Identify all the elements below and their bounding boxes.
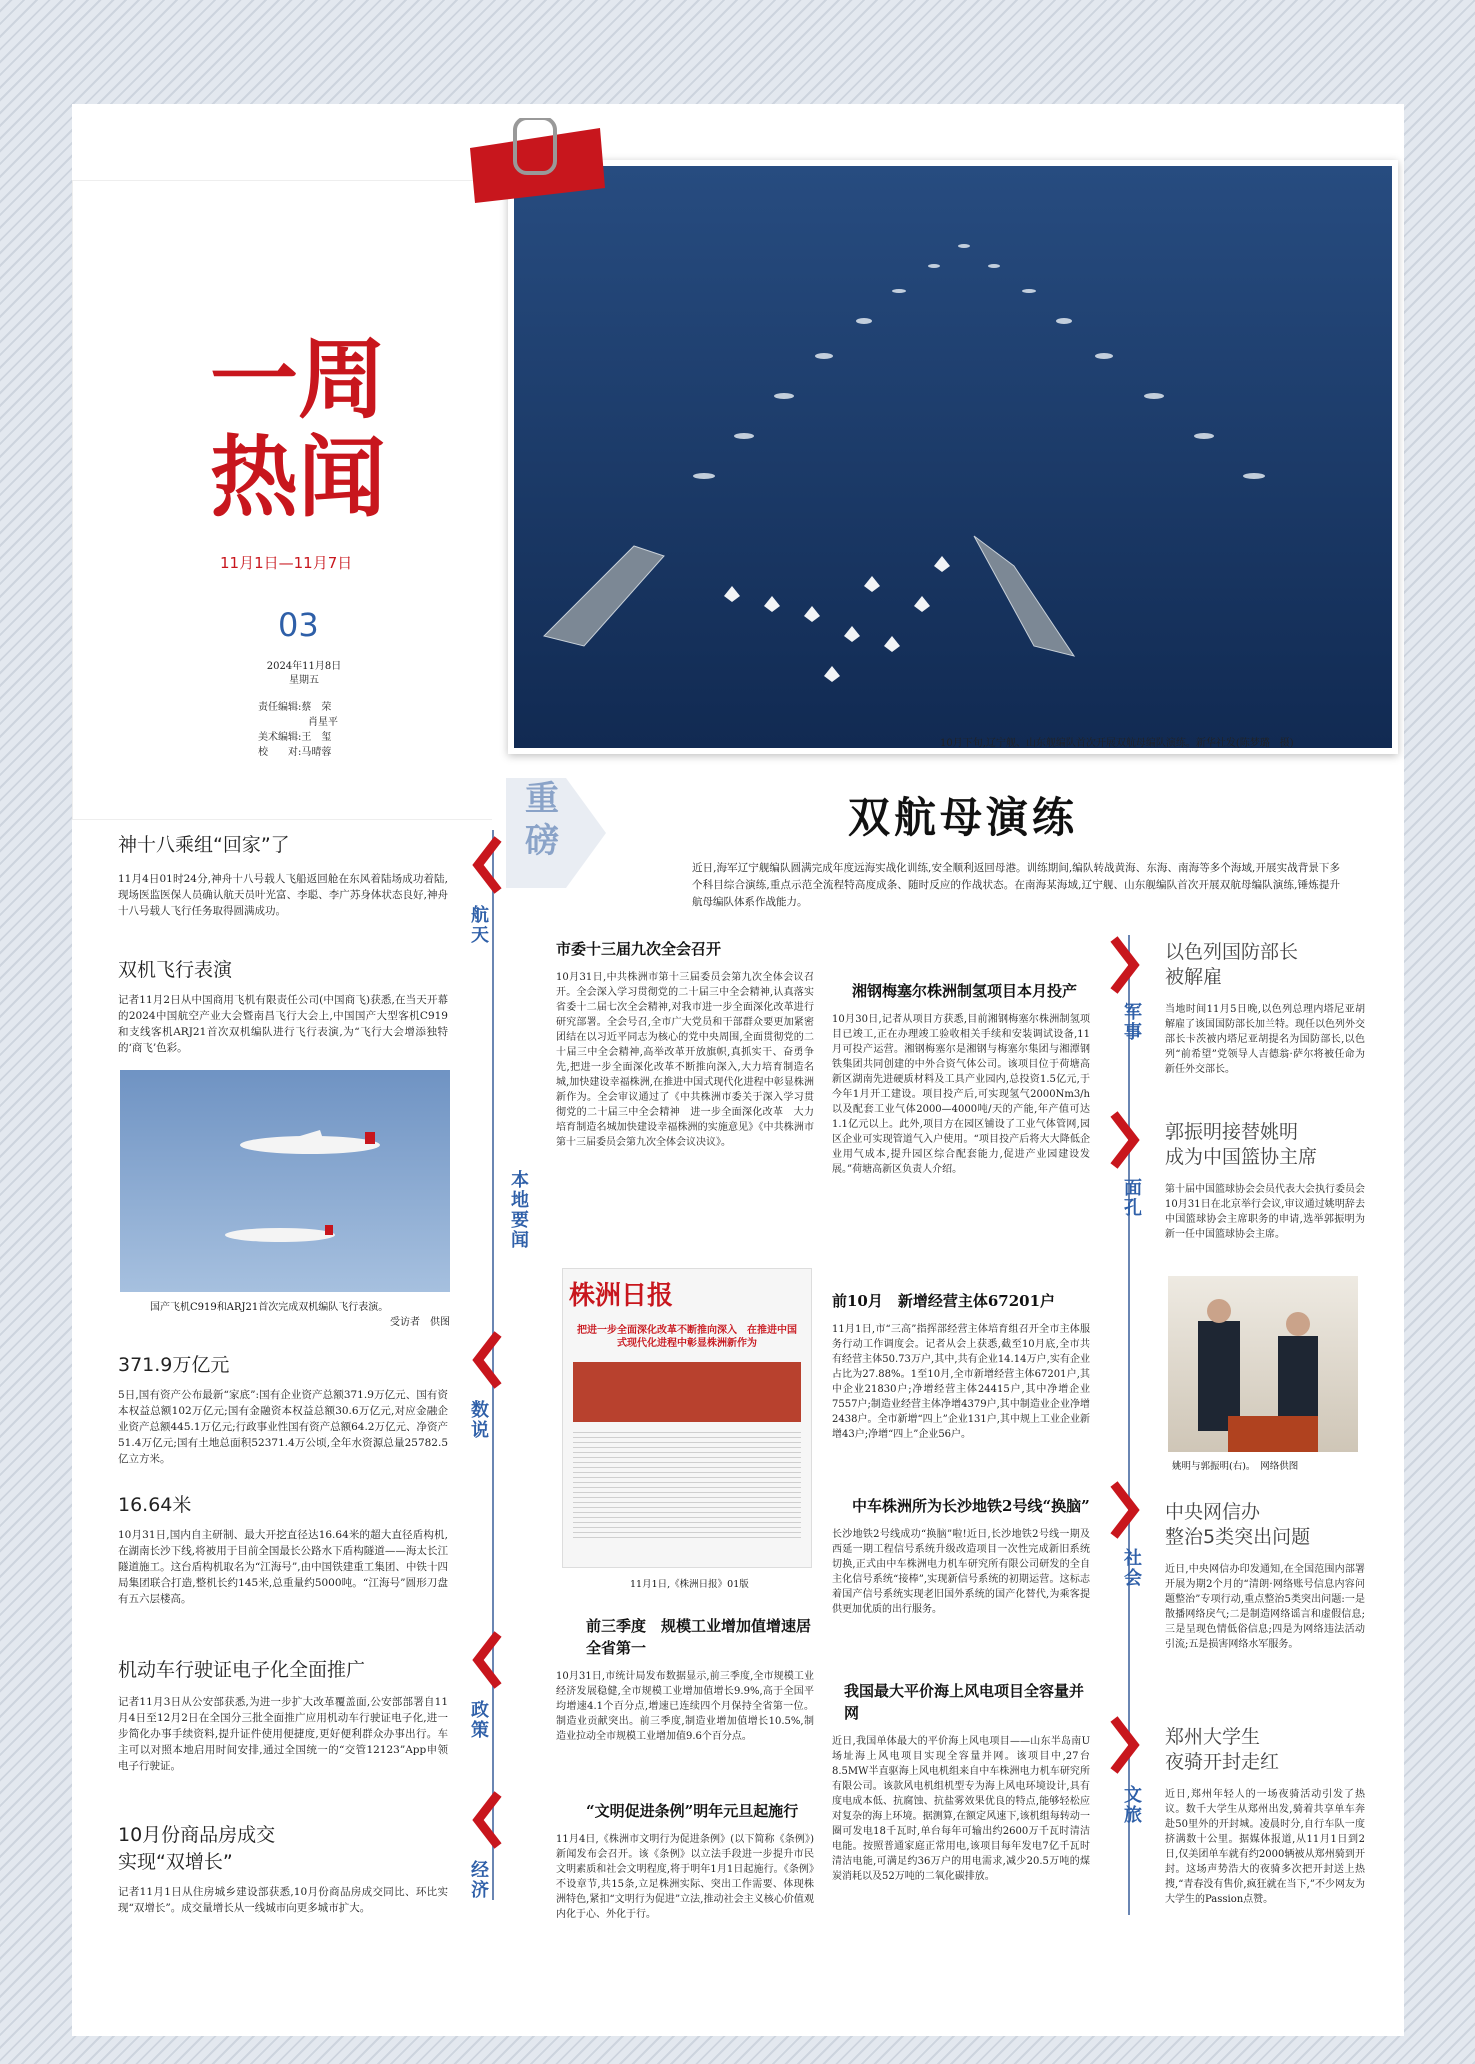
feature-tag-text: 重磅 bbox=[525, 779, 559, 861]
news-night-ride bbox=[1165, 1725, 1365, 1907]
paper-caption: 11月1日,《株洲日报》01版 bbox=[630, 1579, 749, 1590]
aircraft-caption-block bbox=[150, 1300, 450, 1330]
body-text: 5日,国有资产公布最新“家底”:国有企业资产总额371.9万亿元、国有资本权益总额102万亿元;国有金融资本权益总额30.6万亿元,对应金融企业资产总额445.1万亿元;行政事业性国有资产总额64.2万亿元、净资产51.4万亿元;国有土地总面积52371.4万公顷,全年水资源总量25782.5亿立方米。 bbox=[118, 1389, 448, 1465]
aircraft-photo bbox=[120, 1070, 450, 1292]
body-text: 10月30日,记者从项目方获悉,目前湘钢梅塞尔株洲制氢项目已竣工,正在办理竣工验收相关手续和安装调试设备,11月可投产运营。湘钢梅塞尔是湘钢与梅塞尔集团与湘潭钢铁集团共同创建的中外合资气体公司。该项目位于荷塘高新区湖南先进硬质材料及工具产业园内,总投资1.5亿元,于今年1月开工建设。项目投产后,可实现氢气2000Nm3/h以及配套工业气体2000—4000吨/天的产能,年产值可达1.1亿元以上。此外,项目方在园区铺设了工业气体管网,园区企业可实现管道气入户使用。“项目投产后将大大降低企业用气成本,提升园区综合配套能力,促进产业园建设发展。”荷塘高新区负责人介绍。 bbox=[832, 1014, 1090, 1175]
headline: 10月份商品房成交 bbox=[118, 1824, 276, 1846]
weekday: 星期五 bbox=[289, 675, 319, 686]
basketball-caption bbox=[1172, 1458, 1298, 1472]
headline: 以色列国防部长 bbox=[1165, 941, 1299, 963]
chevron-icon bbox=[472, 1630, 502, 1690]
newspaper-thumbnail bbox=[562, 1268, 812, 1568]
chevron-icon bbox=[472, 1790, 502, 1850]
editor-line: 校 对:马晴蓉 bbox=[258, 747, 332, 758]
body-text: 11月1日,市“三高”指挥部经营主体培育组召开全市主体服务行动工作调度会。记者从会上获悉,截至10月底,全市共有经营主体50.73万户,其中,共有企业14.14万户,实有企业占比为27.88%。1至10月,全市新增经营主体67201户,其中企业21830户;净增经营主体24415户,其中净增企业7557户;制造业经营主体净增4379户,其中制造业企业净增2438户。全市新增“四上”企业131户,其中规上工业企业新增43户;净增“四上”企业56户。 bbox=[832, 1324, 1090, 1440]
basketball-leaders-photo bbox=[1168, 1276, 1358, 1452]
headline: 实现“双增长” bbox=[118, 1851, 233, 1873]
category-military: 军事 bbox=[1121, 1002, 1142, 1042]
editor-line: 美术编辑:王 玺 bbox=[258, 732, 332, 743]
body-text: 记者11月2日从中国商用飞机有限责任公司(中国商飞)获悉,在当天开幕的2024中国航空产业大会暨南昌飞行大会上,中国国产大型客机C919和支线客机ARJ21首次双机编队进行飞行表演,为“飞行大会增添独特的‘商飞’色彩。 bbox=[118, 994, 448, 1054]
chevron-icon bbox=[1110, 1480, 1140, 1540]
paper-headline: 把进一步全面深化改革不断推向深入 在推进中国式现代化进程中彰显株洲新作为 bbox=[577, 1325, 797, 1349]
body-text: 近日,中央网信办印发通知,在全国范围内部署开展为期2个月的“清朗·网络账号信息内容问题整治”专项行动,重点整治5类突出问题:一是散播网络戾气;二是制造网络谣言和虚假信息;三是呈现色情低俗信息;四是为网络违法活动引流;五是损害网络水军服务。 bbox=[1165, 1564, 1365, 1650]
page-number: 03 bbox=[278, 606, 319, 644]
body-text: 近日,我国单体最大的平价海上风电项目——山东半岛南U场址海上风电项目实现全容量并网。该项目中,27台8.5MW半直驱海上风电机组来自中车株洲电力机车研究所有限公司。该款风电机组机型专为海上风电环境设计,具有度电成本低、抗腐蚀、抗盐雾效果优良的特点,能够轻松应对复杂的海上环境。据测算,在额定风速下,该机组每转动一圈可发电18千瓦时,单台每年可输出约2600万千瓦时清洁电能。按照普通家庭正常用电,该项目每年发电7亿千瓦时清洁电能,可满足约36万户的用电需求,减少20.5万吨的煤炭消耗以及52万吨的二氧化碳排放。 bbox=[832, 1736, 1090, 1882]
paper-clip-icon bbox=[460, 118, 610, 208]
category-people: 面孔 bbox=[1121, 1178, 1142, 1218]
body-text: 11月4日01时24分,神舟十八号载人飞船返回舱在东风着陆场成功着陆,现场医监医保人员确认航天员叶光富、李聪、李广苏身体状态良好,神舟十八号载人飞行任务取得圆满成功。 bbox=[118, 873, 448, 917]
issue-date: 2024年11月8日 bbox=[266, 661, 342, 672]
paper-name: 株洲日报 bbox=[569, 1281, 674, 1311]
headline: 中车株洲所为长沙地铁2号线“换脑” bbox=[852, 1497, 1090, 1515]
news-metro bbox=[832, 1495, 1090, 1617]
body-text: 当地时间11月5日晚,以色列总理内塔尼亚胡解雇了该国国防部长加兰特。现任以色列外交部长卡茨被内塔尼亚胡提名为国防部长,以色列“前希望”党领导人吉德翁·萨尔将被任命为新任外交部长。 bbox=[1165, 1004, 1365, 1075]
news-e-license bbox=[118, 1655, 448, 1774]
headline: 机动车行驶证电子化全面推广 bbox=[118, 1659, 366, 1681]
category-society: 社会 bbox=[1121, 1548, 1142, 1588]
headline: 成为中国篮协主席 bbox=[1165, 1146, 1318, 1168]
body-text: 10月31日,市统计局发布数据显示,前三季度,全市规模工业经济发展稳健,全市规模工业增加值增长9.9%,高于全国平均增速4.1个百分点,增速已连续四个月保持全省第一位。制造业贡献突出。前三季度,制造业增加值增长10.5%,制造业拉动全市规模工业增加值9.6个百分点。 bbox=[556, 1671, 814, 1742]
category-data: 数说 bbox=[468, 1400, 489, 1440]
headline: 市委十三届九次全会召开 bbox=[556, 940, 722, 958]
news-shenzhou bbox=[118, 830, 448, 919]
headline: 郭振明接替姚明 bbox=[1165, 1121, 1299, 1143]
body-text: 11月4日,《株洲市文明行为促进条例》(以下简称《条例》)新闻发布会召开。该《条例》以立法手段进一步提升市民文明素质和社会文明程度,将于明年1月1日起施行。《条例》不设章节,共15条,立足株洲实际、突出工作需要、体现株洲特色,紧扣“文明行为促进”立法,推动社会主义核心价值观内化于心、外化于行。 bbox=[556, 1834, 814, 1920]
feature-title: 双航母演练 bbox=[848, 793, 1079, 842]
editor-line: 责任编辑:蔡 荣 bbox=[258, 702, 332, 713]
headline: 被解雇 bbox=[1165, 966, 1223, 988]
paper-photo bbox=[573, 1362, 801, 1422]
news-tbm bbox=[118, 1490, 448, 1607]
chevron-icon bbox=[1110, 1110, 1140, 1170]
category-local: 本地要闻 bbox=[508, 1170, 529, 1250]
hero-caption: 10月下旬,辽宁舰、山东舰编队首次开展双航母编队演练。新华社发(陈梦璐 摄) bbox=[940, 738, 1294, 749]
body-text: 10月31日,中共株洲市第十三届委员会第九次全体会议召开。全会深入学习贯彻党的二十届三中全会精神,认真落实省委十二届七次全会精神,对我市进一步全面深化改革进行研究部署。全会号召,全市广大党员和干部群众要更加紧密团结在以习近平同志为核心的党中央周围,全面贯彻党的二十届三中全会精神,高举改革开放旗帜,真抓实干、奋勇争先,把进一步全面深化改革不断推向深入,大力培育制造名城,加快建设幸福株洲,在推进中国式现代化进程中彰显株洲新作为。全会审议通过了《中共株洲市委关于深入学习贯彻党的二十届三中全会精神 进一步全面深化改革 大力培育制造名城加快建设幸福株洲的实施意见》《中共株洲市第十三届委员会第九次全体会议决议》。 bbox=[556, 972, 814, 1148]
headline: 夜骑开封走红 bbox=[1165, 1751, 1280, 1773]
body-text: 10月31日,国内自主研制、最大开挖直径达16.64米的超大直径盾构机,在湖南长沙下线,将被用于目前全国最长公路水下盾构隧道——海太长江隧道施工。这台盾构机取名为“江海号”,由中国铁建重工集团、中铁十四局集团联合打造,整机长约145米,总重量约5000吨。“江海号”圆形刀盘有五六层楼高。 bbox=[118, 1529, 448, 1605]
news-basketball bbox=[1165, 1120, 1365, 1242]
news-hydrogen bbox=[832, 980, 1090, 1177]
photo-caption: 姚明与郭振明(右)。 bbox=[1172, 1461, 1251, 1472]
date-range: 11月1日—11月7日 bbox=[220, 554, 353, 572]
headline: 整治5类突出问题 bbox=[1165, 1526, 1311, 1548]
chevron-icon bbox=[472, 835, 502, 895]
photo-caption: 国产飞机C919和ARJ21首次完成双机编队飞行表演。 bbox=[150, 1302, 389, 1313]
headline: 双机飞行表演 bbox=[118, 959, 233, 981]
headline: 前10月 新增经营主体67201户 bbox=[832, 1292, 1056, 1310]
news-state-assets bbox=[118, 1350, 448, 1467]
news-israel bbox=[1165, 940, 1365, 1077]
chevron-icon bbox=[1110, 1715, 1140, 1775]
body-text: 第十届中国篮球协会会员代表大会执行委员会10月31日在北京举行会议,审议通过姚明辞去中国篮球协会主席职务的申请,选举郭振明为新一任中国篮球协会主席。 bbox=[1165, 1184, 1365, 1240]
paper-text-lines bbox=[573, 1428, 801, 1538]
headline: 371.9万亿元 bbox=[118, 1354, 230, 1376]
hero-photo-carriers bbox=[508, 160, 1398, 754]
feature-lead: 近日,海军辽宁舰编队圆满完成年度远海实战化训练,安全顺利返回母港。训练期间,编队转战黄海、东海、南海等多个海域,开展实战背景下多个科目综合演练,重点示范全流程特高度成条、随时反应的作战状态。在南海某海域,辽宁舰、山东舰编队首次开展双航母编队演练,锤炼提升航母编队体系作战能力。 bbox=[692, 862, 1340, 908]
headline: 湘钢梅塞尔株洲制氢项目本月投产 bbox=[852, 982, 1078, 1000]
headline: 我国最大平价海上风电项目全容量并网 bbox=[844, 1682, 1085, 1722]
headline: 神十八乘组“回家”了 bbox=[118, 834, 290, 856]
headline: 郑州大学生 bbox=[1165, 1726, 1261, 1748]
category-culture: 文旅 bbox=[1121, 1785, 1142, 1825]
news-flight-show bbox=[118, 955, 448, 1056]
headline: 中央网信办 bbox=[1165, 1501, 1261, 1523]
body-text: 记者11月1日从住房城乡建设部获悉,10月份商品房成交同比、环比实现“双增长”。成交量增长从一线城市向更多城市扩大。 bbox=[118, 1886, 448, 1914]
chevron-icon bbox=[472, 1330, 502, 1390]
issue-date-block bbox=[258, 660, 350, 688]
photo-credit: 受访者 供图 bbox=[390, 1317, 450, 1328]
headline: 前三季度 规模工业增加值增速居全省第一 bbox=[586, 1617, 812, 1657]
news-housing bbox=[118, 1820, 448, 1916]
headline: 16.64米 bbox=[118, 1494, 192, 1516]
photo-credit: 网络供图 bbox=[1260, 1461, 1299, 1472]
category-economy: 经济 bbox=[468, 1860, 489, 1900]
news-plenum bbox=[556, 938, 814, 1150]
news-industry bbox=[556, 1615, 814, 1744]
body-text: 长沙地铁2号线成功“换脑”啦!近日,长沙地铁2号线一期及西延一期工程信号系统升级改造项目一次性完成新旧系统切换,正式由中车株洲电力机车研究所有限公司研发的全自主化信号系统“接棒”,实现新信号系统的初期运营。这标志着国产信号系统实现老旧国外系统的国产化替代,为乘客提供更加优质的出行服务。 bbox=[832, 1529, 1090, 1615]
masthead-title bbox=[210, 327, 450, 529]
editor-line: 肖星平 bbox=[308, 717, 338, 728]
chevron-icon bbox=[1110, 935, 1140, 995]
news-cac bbox=[1165, 1500, 1365, 1652]
category-aerospace: 航天 bbox=[468, 905, 489, 945]
news-wind bbox=[832, 1680, 1090, 1884]
headline: “文明促进条例”明年元旦起施行 bbox=[586, 1802, 799, 1820]
news-business bbox=[832, 1290, 1090, 1442]
masthead-title-text: 一周热闻 bbox=[210, 327, 387, 529]
editor-credits bbox=[258, 700, 378, 760]
body-text: 近日,郑州年轻人的一场夜骑活动引发了热议。数千大学生从郑州出发,骑着共享单车奔赴50里外的开封城。凌晨时分,自行车队一度挤满数十公里。据媒体报道,从11月1日到2日,仅美团单车就有约2000辆被从郑州骑到开封。这场声势浩大的夜骑多次把开封送上热搜,“青春没有售价,疯狂就在当下,”不少网友为大学生的Passion点赞。 bbox=[1165, 1789, 1365, 1905]
category-policy: 政策 bbox=[468, 1700, 489, 1740]
body-text: 记者11月3日从公安部获悉,为进一步扩大改革覆盖面,公安部部署自11月4日至12月2日在全国分三批全面推广应用机动车行驶证电子化,进一步简化办事手续资料,提升证件使用便捷度,更好便利群众办事出行。车主可以对照本地启用时间安排,通过全国统一的“交管12123”App申领电子行驶证。 bbox=[118, 1696, 448, 1772]
news-civility bbox=[556, 1800, 814, 1922]
